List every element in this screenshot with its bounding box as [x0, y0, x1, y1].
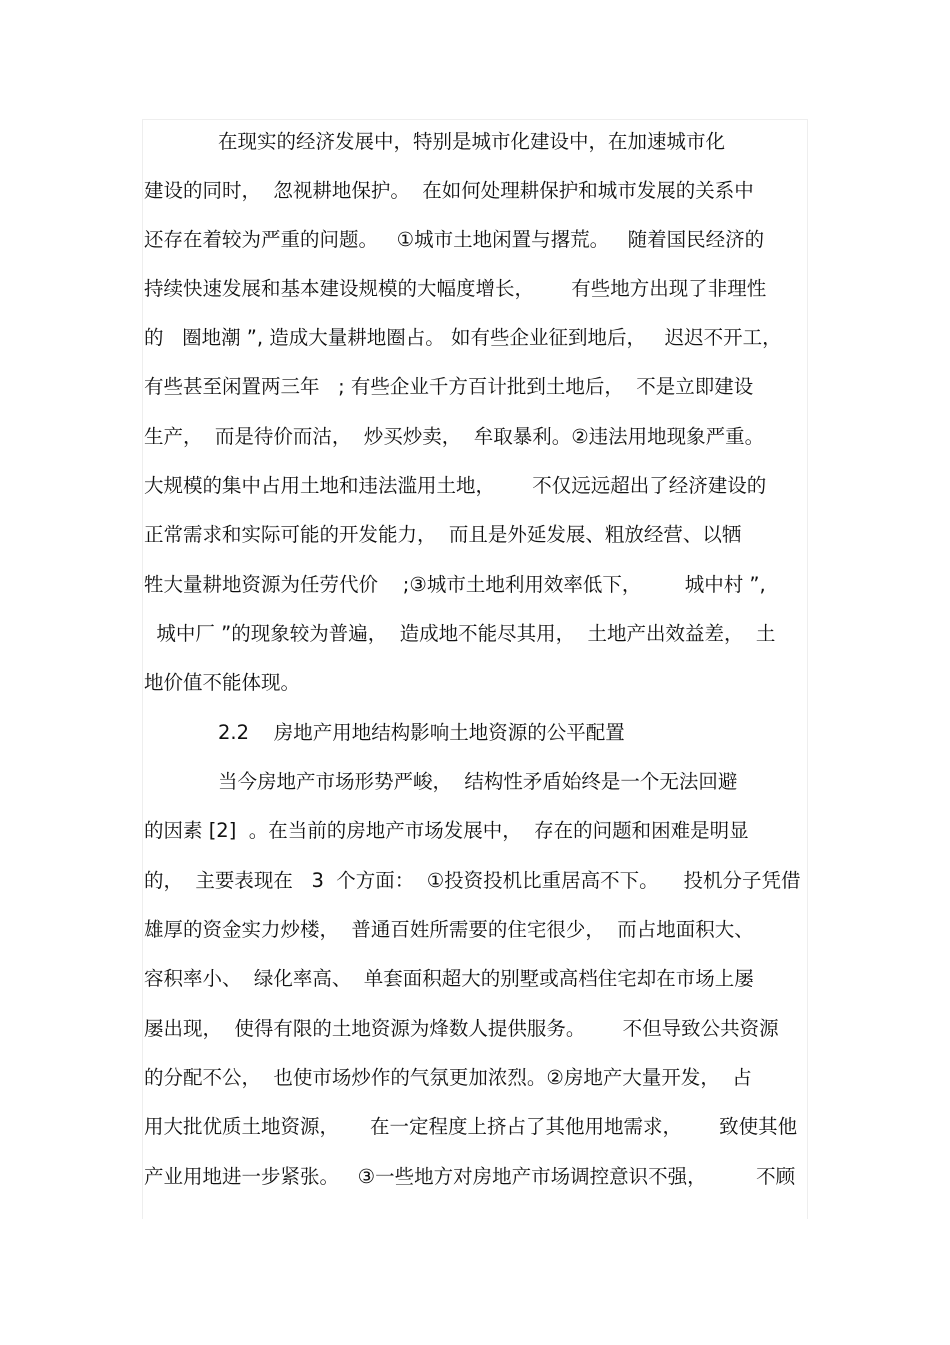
text-line: 雄厚的资金实力炒楼， 普通百姓所需要的住宅很少， 而占地面积大、 [144, 918, 754, 941]
section-heading: 2.2 房地产用地结构影响土地资源的公平配置 [218, 721, 625, 744]
text-line: 的分配不公， 也使市场炒作的气氛更加浓烈。②房地产大量开发， 占 [144, 1066, 752, 1089]
text-line: 持续快速发展和基本建设规模的大幅度增长， 有些地方出现了非理性 [144, 277, 767, 300]
text-line: 生产， 而是待价而沽， 炒买炒卖， 牟取暴利。②违法用地现象严重。 [144, 425, 765, 448]
text-line: 有些甚至闲置两三年 ; 有些企业千方百计批到土地后， 不是立即建设 [144, 375, 754, 398]
text-line: 地价值不能体现。 [144, 671, 301, 694]
text-line: 的 圈地潮 ”, 造成大量耕地圈占。 如有些企业征到地后， 迟迟不开工， [144, 326, 782, 349]
text-line: 牲大量耕地资源为任劳代价 ;③城市土地利用效率低下， 城中村 ”, [144, 573, 766, 596]
text-line: 在现实的经济发展中，特别是城市化建设中，在加速城市化 [218, 130, 726, 153]
text-line: 容积率小、 绿化率高、 单套面积超大的别墅或高档住宅却在市场上屡 [144, 967, 754, 990]
text-line: 产业用地进一步紧张。 ③一些地方对房地产市场调控意识不强， 不顾 [144, 1165, 796, 1188]
text-line: 建设的同时， 忽视耕地保护。 在如何处理耕保护和城市发展的关系中 [144, 179, 754, 202]
text-line: 屡出现， 使得有限的土地资源为烽数人提供服务。 不但导致公共资源 [144, 1017, 779, 1040]
text-line: 大规模的集中占用土地和违法滥用土地， 不仅远远超出了经济建设的 [144, 474, 767, 497]
text-line: 城中厂 ”的现象较为普遍， 造成地不能尽其用， 土地产出效益差， 土 [144, 622, 776, 645]
text-line: 当今房地产市场形势严峻， 结构性矛盾始终是一个无法回避 [218, 770, 738, 793]
text-line: 还存在着较为严重的问题。 ①城市土地闲置与撂荒。 随着国民经济的 [144, 228, 765, 251]
text-line: 的因素 [2] 。在当前的房地产市场发展中， 存在的问题和困难是明显 [144, 819, 749, 842]
text-line: 用大批优质土地资源， 在一定程度上挤占了其他用地需求， 致使其他 [144, 1115, 798, 1138]
text-line: 的， 主要表现在 3 个方面： ①投资投机比重居高不下。 投机分子凭借 [144, 869, 801, 892]
text-line: 正常需求和实际可能的开发能力， 而且是外延发展、粗放经营、以牺 [144, 523, 742, 546]
